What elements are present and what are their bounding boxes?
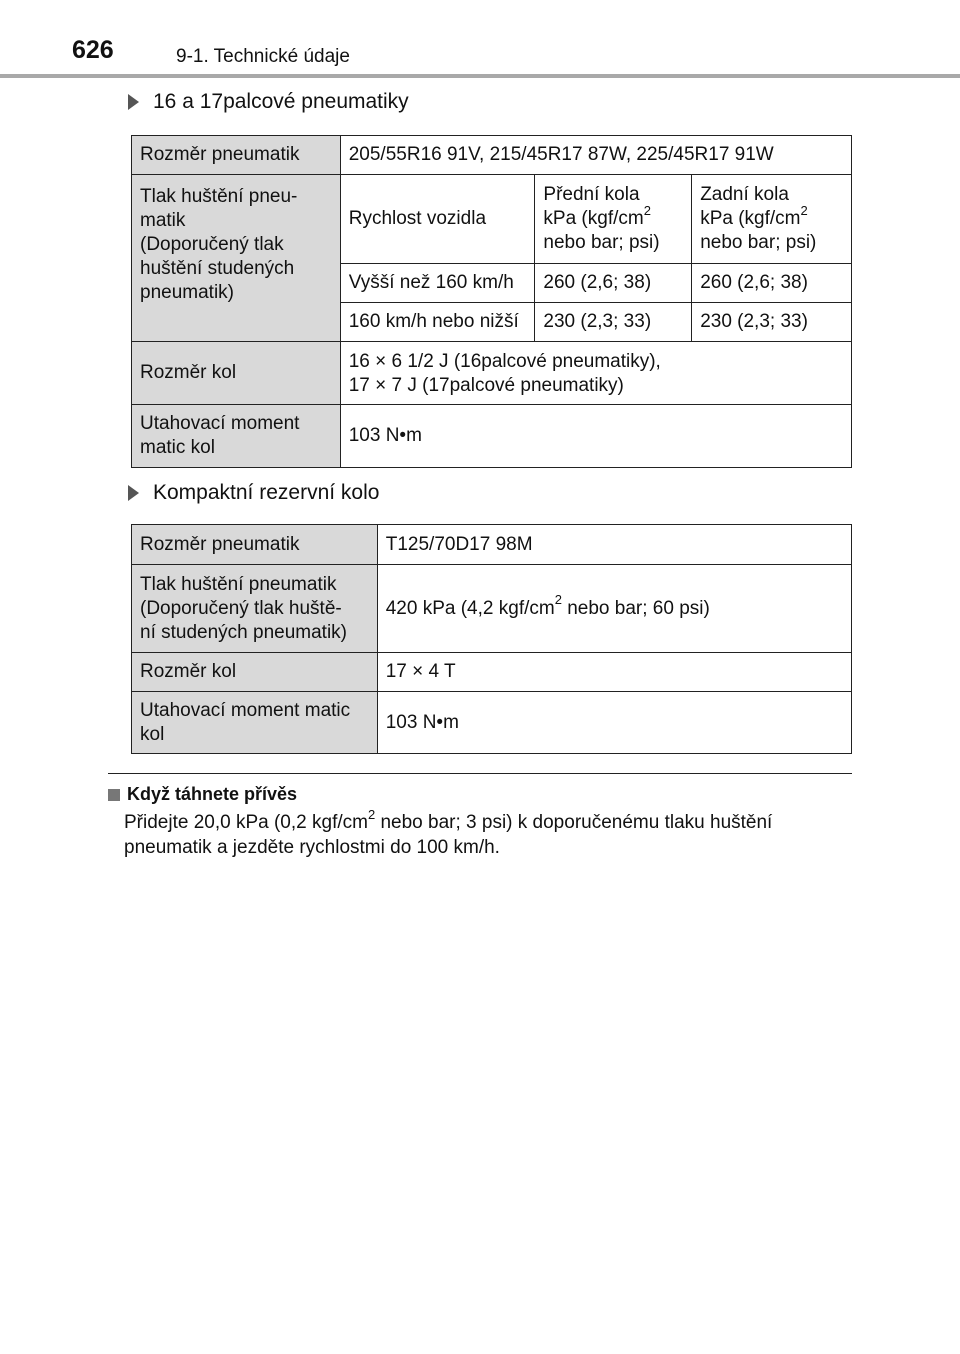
subheading-text: Kompaktní rezervní kolo <box>153 481 380 504</box>
note-body <box>124 806 864 860</box>
torque-label <box>132 405 341 468</box>
pressure-label <box>132 175 341 342</box>
note-heading <box>108 784 297 805</box>
rear-pressure-cell: 230 (2,3; 33) <box>692 303 852 342</box>
section-divider <box>108 773 852 774</box>
front-wheels-header <box>535 175 692 264</box>
table-row <box>132 653 852 692</box>
wheel-size-line: 16 × 6 1/2 J (16palcové pneumatiky), <box>348 351 661 372</box>
torque-label <box>132 692 378 754</box>
note-line <box>124 806 864 835</box>
note-text: Přidejte 20,0 kPa (0,2 kgf/cm <box>124 812 368 833</box>
torque-label-line: Utahovací moment <box>140 413 300 434</box>
pressure-label-line: Tlak huštění pneu- <box>140 186 298 207</box>
spare-wheel-table <box>131 524 852 754</box>
table-row <box>132 175 852 264</box>
torque-value: 103 N•m <box>377 692 851 754</box>
table-row <box>132 692 852 754</box>
square-bullet-icon <box>108 789 120 801</box>
wheel-size-value: 17 × 4 T <box>377 653 851 692</box>
arrow-right-icon <box>128 485 139 501</box>
tire-spec-table <box>131 135 852 468</box>
pressure-label-line: pneumatik) <box>140 282 234 303</box>
pressure-label-line: Tlak huštění pneumatik <box>140 573 337 595</box>
tire-size-label: Rozměr pneumatik <box>132 525 378 565</box>
wheel-size-label: Rozměr kol <box>132 342 341 405</box>
superscript: 2 <box>643 202 651 218</box>
note-text: nebo bar; 3 psi) k doporučenému tlaku huštění <box>375 812 773 833</box>
pressure-label-line: matik <box>140 210 186 231</box>
rear-pressure-cell: 260 (2,6; 38) <box>692 264 852 303</box>
torque-label-line: Utahovací moment matic <box>140 699 351 721</box>
pressure-label-line: (Doporučený tlak huště- <box>140 597 342 619</box>
torque-label-line: matic kol <box>140 437 215 458</box>
superscript: 2 <box>554 592 562 608</box>
torque-label-line: kol <box>140 723 165 745</box>
superscript: 2 <box>800 202 808 218</box>
pressure-label-line: ní studených pneumatik) <box>140 621 348 643</box>
page-header <box>0 0 960 80</box>
section-title: 9-1. Technické údaje <box>176 46 350 67</box>
arrow-right-icon <box>128 94 139 110</box>
pressure-label-line: huštění studených <box>140 258 295 279</box>
pressure-label <box>132 565 378 653</box>
speed-cell: Vyšší než 160 km/h <box>340 264 535 303</box>
tire-size-label: Rozměr pneumatik <box>132 136 341 175</box>
rear-wheels-header <box>692 175 852 264</box>
table-row <box>132 565 852 653</box>
table-row <box>132 342 852 405</box>
subheading-spare-wheel <box>128 481 379 505</box>
table-row <box>132 405 852 468</box>
subheading-text: 16 a 17palcové pneumatiky <box>153 90 409 113</box>
pressure-value-text: nebo bar; 60 psi) <box>561 597 710 619</box>
page-number: 626 <box>72 36 114 64</box>
wheel-size-value <box>340 342 851 405</box>
front-header-line: nebo bar; psi) <box>543 232 660 253</box>
wheel-size-label: Rozměr kol <box>132 653 378 692</box>
note-heading-text: Když táhnete přívěs <box>127 784 298 804</box>
subheading-16-17-tires <box>128 90 409 114</box>
superscript: 2 <box>367 806 376 822</box>
pressure-value <box>377 565 851 653</box>
header-divider <box>0 74 960 78</box>
front-header-unit: kPa (kgf/cm <box>543 208 644 229</box>
pressure-label-line: (Doporučený tlak <box>140 234 284 255</box>
front-header-line: Přední kola <box>543 184 640 205</box>
table-row <box>132 525 852 565</box>
rear-header-line: Zadní kola <box>700 184 789 205</box>
speed-header: Rychlost vozidla <box>340 175 535 264</box>
front-pressure-cell: 230 (2,3; 33) <box>535 303 692 342</box>
rear-header-line: nebo bar; psi) <box>700 232 817 253</box>
tire-size-value: T125/70D17 98M <box>377 525 851 565</box>
speed-cell: 160 km/h nebo nižší <box>340 303 535 342</box>
torque-value: 103 N•m <box>340 405 851 468</box>
table-row <box>132 136 852 175</box>
front-header-line <box>543 202 683 231</box>
pressure-value-text: 420 kPa (4,2 kgf/cm <box>385 597 555 619</box>
note-line: pneumatik a jezděte rychlostmi do 100 km/h. <box>124 837 500 858</box>
rear-header-unit: kPa (kgf/cm <box>700 208 801 229</box>
tire-size-value: 205/55R16 91V, 215/45R17 87W, 225/45R17 91W <box>340 136 851 175</box>
wheel-size-line: 17 × 7 J (17palcové pneumatiky) <box>348 375 624 396</box>
front-pressure-cell: 260 (2,6; 38) <box>535 264 692 303</box>
rear-header-line <box>700 202 843 231</box>
